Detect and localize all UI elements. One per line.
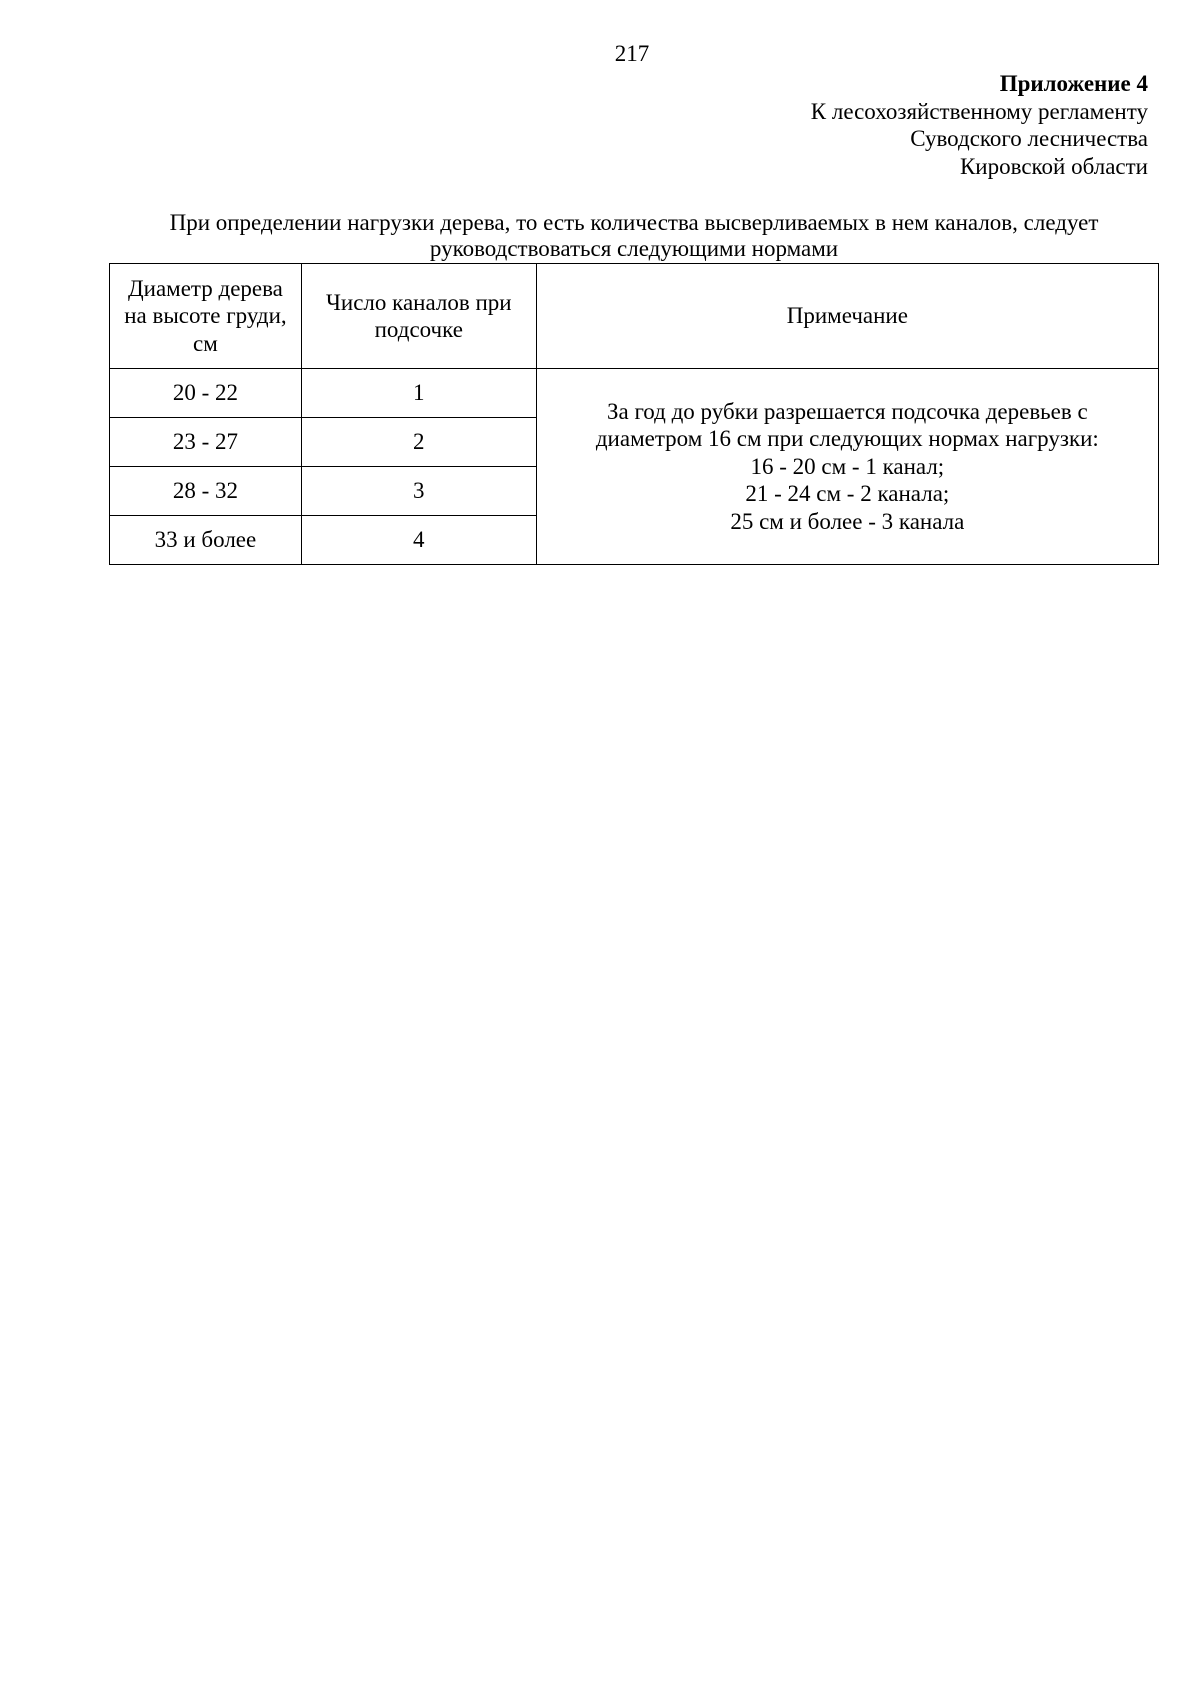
header-channels: Число каналов при подсочке (301, 264, 536, 369)
cell-channels: 4 (301, 516, 536, 565)
header-note: Примечание (536, 264, 1158, 369)
cell-channels: 2 (301, 418, 536, 467)
appendix-title: Приложение 4 (999, 71, 1148, 96)
cell-channels: 1 (301, 369, 536, 418)
appendix-header (811, 70, 1148, 180)
note-line: За год до рубки разрешается подсочка деревьев с (606, 398, 1088, 424)
cell-note (536, 369, 1158, 565)
norms-table (109, 263, 1159, 565)
cell-diameter: 28 - 32 (110, 467, 302, 516)
note-line: диаметром 16 см при следующих нормах нагрузки: (595, 426, 1099, 452)
note-line: 16 - 20 см - 1 канал; (750, 453, 945, 479)
page-number: 217 (614, 41, 650, 66)
cell-diameter: 23 - 27 (110, 418, 302, 467)
cell-diameter: 20 - 22 (110, 369, 302, 418)
table-header-row (110, 264, 1159, 369)
table-row (110, 369, 1159, 418)
appendix-line: Кировской области (959, 153, 1148, 179)
intro-paragraph: При определении нагрузки дерева, то есть количества высверливаемых в нем каналов, следует руководствоваться следующими нормами (169, 210, 1099, 261)
appendix-line: Суводского лесничества (910, 126, 1148, 151)
note-line: 25 см и более - 3 канала (730, 508, 965, 534)
note-line: 21 - 24 см - 2 канала; (745, 481, 950, 507)
cell-channels: 3 (301, 467, 536, 516)
header-diameter: Диаметр дерева на высоте груди, см (110, 264, 302, 369)
appendix-line: К лесохозяйственному регламенту (810, 98, 1148, 124)
cell-diameter: 33 и более (110, 516, 302, 565)
